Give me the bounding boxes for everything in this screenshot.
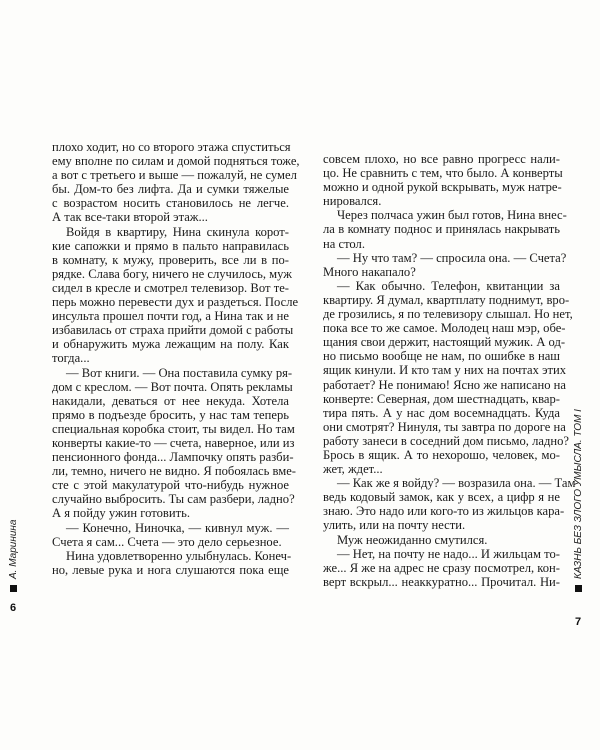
- text-line: случайно выбросить. Ты сам разбери, ладно?: [52, 492, 295, 507]
- text-line: — Как же я войду? — возразила она. — Там: [337, 476, 576, 491]
- text-line: Через полчаса ужин был готов, Нина внес-: [337, 208, 567, 223]
- square-bullet-icon: [10, 585, 17, 592]
- text-line: на стол.: [323, 236, 365, 251]
- text-line: — Ну что там? — спросила она. — Счета?: [337, 250, 567, 265]
- text-line: с возрастом носить становилось не легче.: [52, 196, 289, 211]
- book-title: КАЗНЬ БЕЗ ЗЛОГО УМЫСЛА. ТОМ I: [573, 409, 584, 579]
- text-line: нировался.: [323, 194, 382, 209]
- text-line: Нина удовлетворенно улыбнулась. Конеч-: [66, 548, 292, 563]
- text-line: А так все-таки второй этаж...: [52, 210, 208, 225]
- text-line: квартиру. Я думал, квартплату поднимут, вро-: [323, 292, 570, 307]
- text-line: Счета я сам... Счета — это дело серьезное.: [52, 534, 282, 549]
- text-line: А я пойду ужин готовить.: [52, 506, 190, 521]
- text-line: конверты какие-то — счета, наверное, или из: [52, 435, 295, 450]
- text-line: дом с креслом. — Вот почта. Опять рекламы: [52, 379, 293, 394]
- text-line: ла в комнату поднос и принялась накрывать: [323, 222, 560, 237]
- text-line: пенсионного фонда... Лампочку опять разби-: [52, 450, 294, 465]
- text-line: ящик кинули. И кто там у них на почтах этих: [323, 363, 567, 378]
- text-line: ему вполне по силам и домой подняться тоже,: [52, 154, 300, 169]
- text-line: Брось в ящик. А то нехорошо, человек, мо-: [323, 447, 560, 462]
- text-line: кие сапожки и прямо в пальто направилась: [52, 238, 289, 253]
- text-line: и обнаружить мужа лежащим на полу. Как: [52, 337, 289, 352]
- text-line: они смотрят? Нинуля, ты завтра по дороге на: [323, 419, 566, 434]
- text-line: ведь кодовый замок, как у всех, а цифр я не: [323, 490, 560, 505]
- text-line: — Нет, на почту не надо... И жильцам то-: [337, 546, 560, 561]
- text-line: верт вскрыл... неаккуратно... Прочитал. Ни-: [323, 574, 560, 589]
- text-line: прямо в подъезде бросить, у нас там теперь: [52, 407, 289, 422]
- text-line: а вот с третьего и выше — пожалуй, не сумел: [52, 168, 297, 183]
- text-line: ли, темно, ничего не видно. Я побоялась вме-: [52, 464, 297, 479]
- text-line: конверте: Северная, дом шестнадцать, квар-: [323, 391, 560, 406]
- text-line: — Как обычно. Телефон, квитанции за: [337, 278, 560, 293]
- text-line: накидали, деваться от нее некуда. Хотела: [52, 393, 289, 408]
- right-page-number: 7: [575, 616, 582, 628]
- text-line: рядке. Слава богу, ничего не случилось, муж: [52, 266, 292, 281]
- text-line: Много накапало?: [323, 264, 416, 279]
- text-line: жет, ждет...: [323, 462, 383, 477]
- text-line: знаю. Это надо или кого-то из жильцов кара-: [323, 504, 565, 519]
- right-page-text: [323, 152, 576, 589]
- text-line: тогда...: [52, 351, 90, 366]
- text-line: Войдя в квартиру, Нина скинула корот-: [66, 224, 289, 239]
- text-line: работает? Не понимаю! Ясно же написано на: [323, 377, 567, 392]
- text-line: можно и одной рукой вскрывать, муж натре-: [323, 180, 562, 195]
- text-line: но письмо вообще не нам, по ошибке в наш: [323, 349, 560, 364]
- text-line: щания свои держит, настоящий мужик. А од-: [323, 335, 566, 350]
- text-line: тира пять. А у нас дом восемнадцать. Куда: [323, 405, 560, 420]
- text-line: перь можно перевести дух и раздеться. После: [52, 295, 299, 310]
- text-line: пока все то же самое. Молодец наш мэр, обе-: [323, 321, 566, 336]
- text-line: избавилась от страха прийти домой с работы: [52, 323, 294, 338]
- text-line: цо. Не сравнить с тем, что было. А конверты: [323, 166, 563, 181]
- text-line: но, левые рука и нога слушаются пока еще: [52, 562, 289, 577]
- text-line: сте с этой макулатурой что-нибудь нужное: [52, 478, 289, 493]
- text-line: же... Я же на адрес не сразу посмотрел, кон-: [323, 560, 560, 575]
- text-line: работу занеси в соседний дом письмо, ладно?: [323, 433, 569, 448]
- left-page-text: [52, 140, 300, 577]
- text-line: в комнату, к мужу, проверить, все ли в по-: [52, 252, 289, 267]
- left-running-head: [8, 520, 19, 592]
- text-line: де грозились, я по телевизору слышал. Но нет,: [323, 307, 573, 322]
- text-line: инсульта прошел почти год, а Нина так и не: [52, 309, 289, 324]
- text-line: специальная коробка стоит, ты видел. Но там: [52, 421, 295, 436]
- text-line: сидел в кресле и смотрел телевизор. Вот те-: [52, 280, 289, 295]
- text-line: бы. Дом-то без лифта. Да и сумки тяжелые: [52, 182, 289, 197]
- author-name: А. Маринина: [8, 519, 19, 579]
- text-line: совсем плохо, но все равно прогресс нали-: [323, 152, 560, 166]
- text-line: плохо ходит, но со второго этажа спуститься: [52, 140, 291, 154]
- right-running-head: [573, 409, 584, 592]
- text-line: — Конечно, Ниночка, — кивнул муж. —: [66, 520, 289, 535]
- square-bullet-icon: [575, 585, 582, 592]
- text-line: улить, или на почту нести.: [323, 518, 466, 533]
- left-page-number: 6: [10, 602, 17, 614]
- text-line: Муж неожиданно смутился.: [337, 532, 488, 547]
- text-line: — Вот книги. — Она поставила сумку ря-: [66, 365, 293, 380]
